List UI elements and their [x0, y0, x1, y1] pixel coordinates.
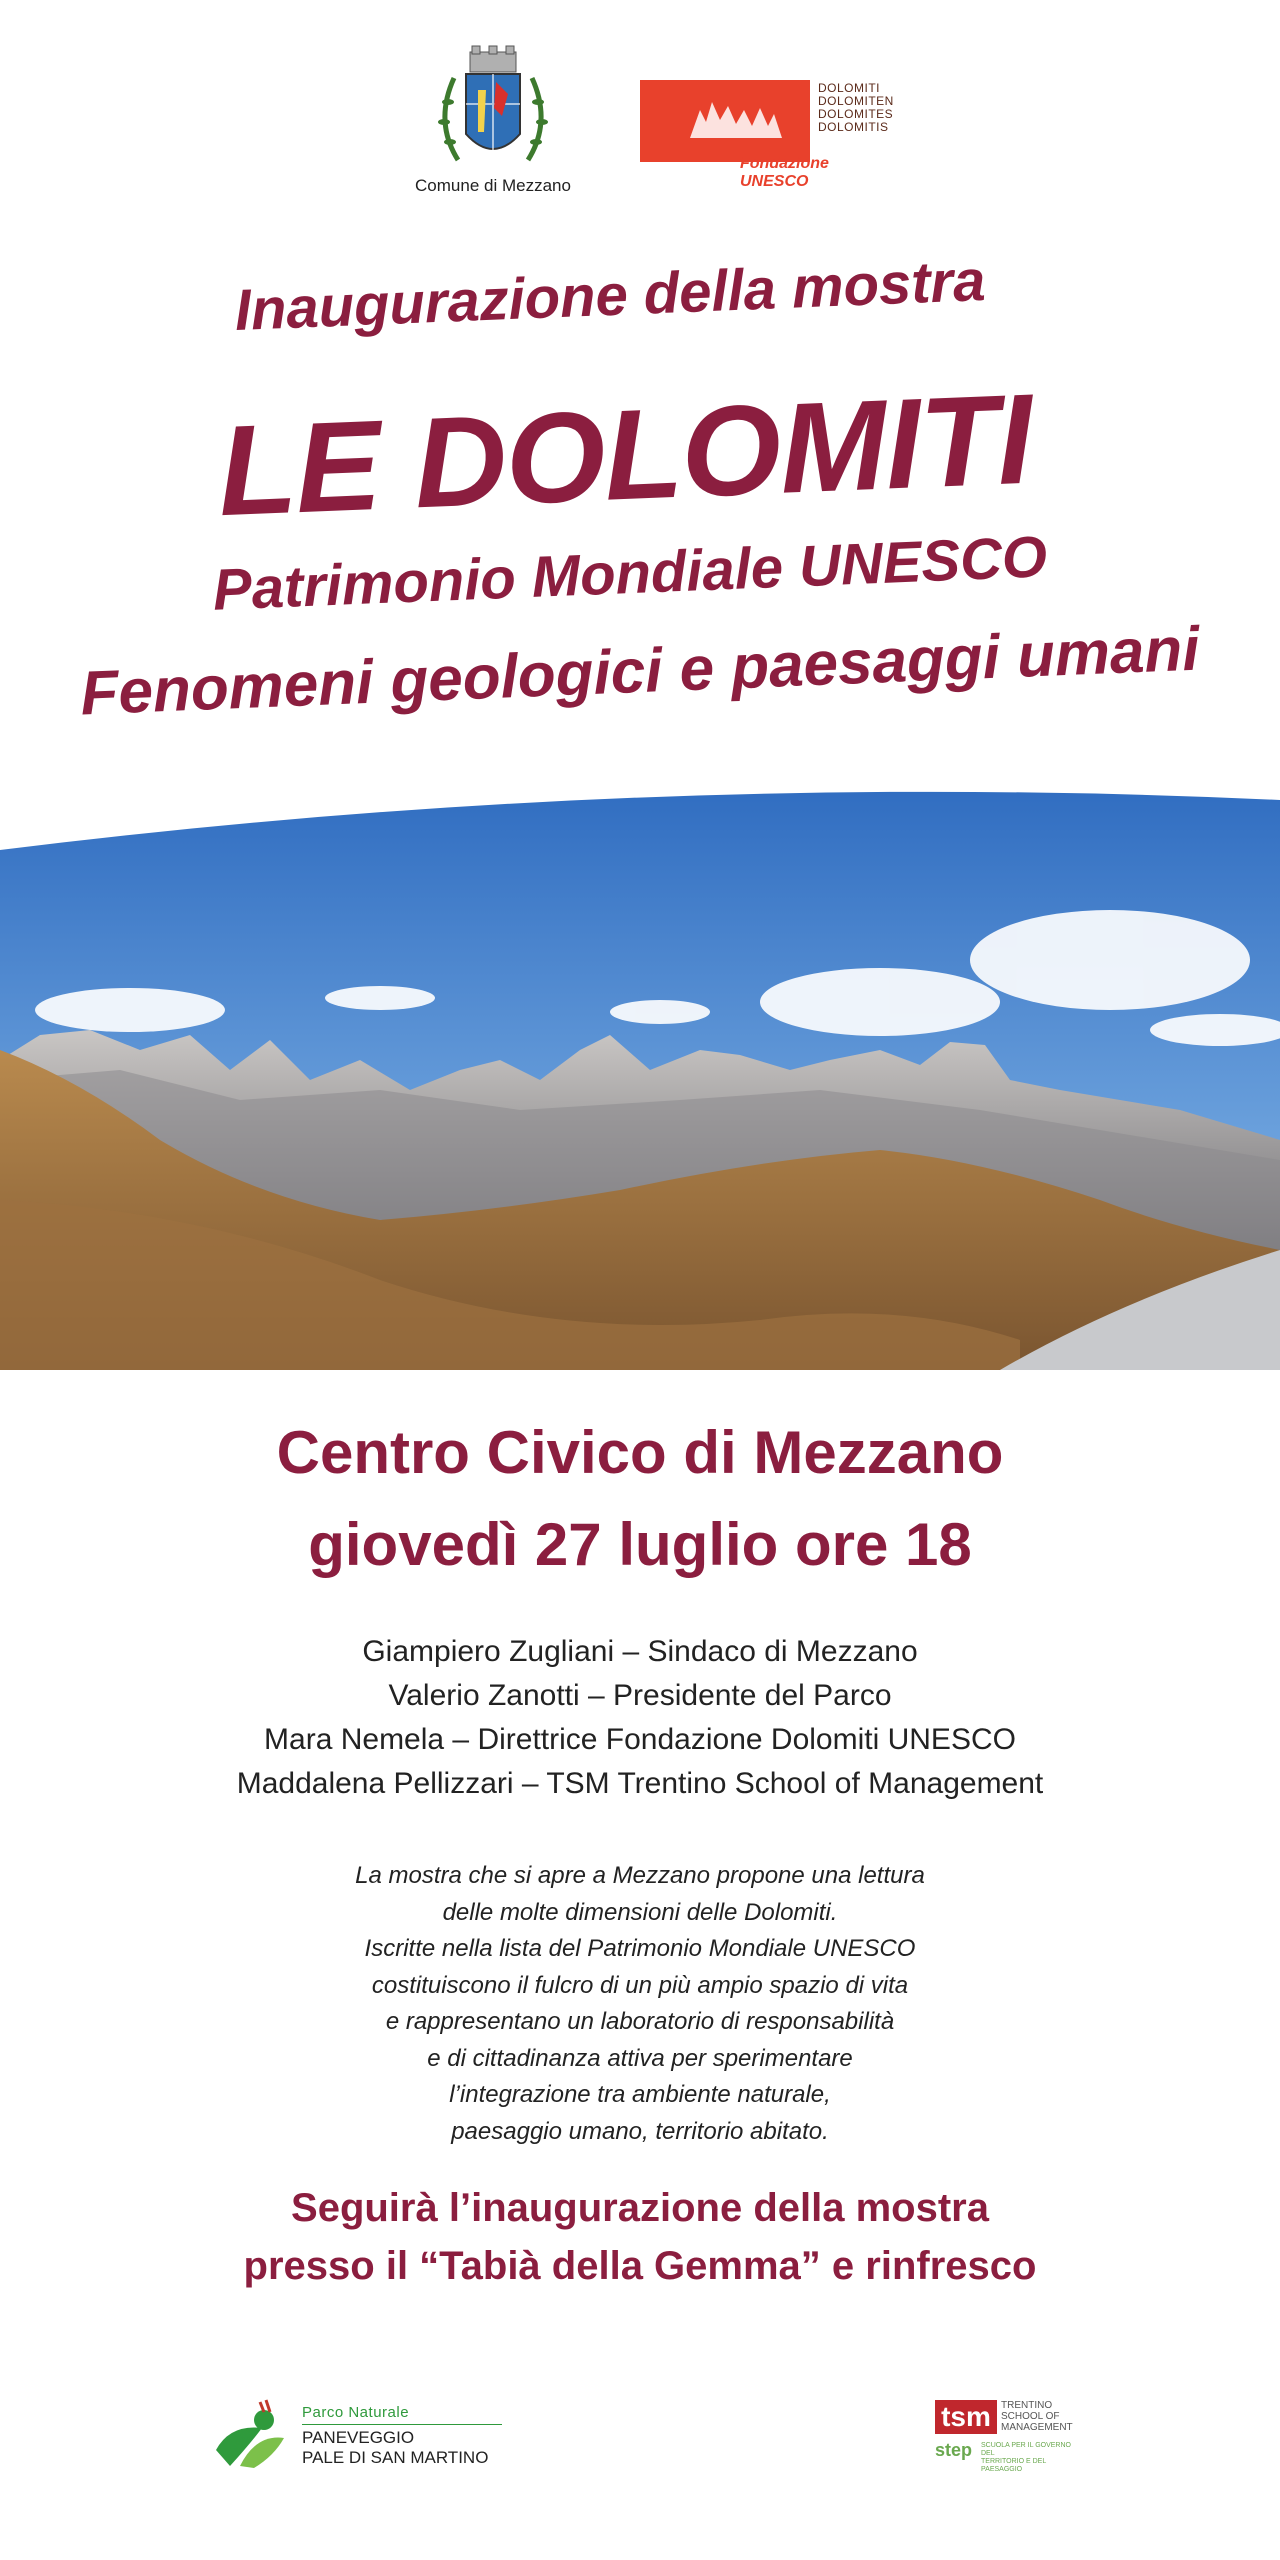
title-main: LE DOLOMITI	[215, 367, 1035, 544]
tsm-word: TRENTINO	[1001, 2400, 1053, 2411]
tsm-word: SCHOOL OF	[1001, 2411, 1060, 2422]
step-mark: step	[935, 2440, 973, 2460]
description-line: costituiscono il fulcro di un più ampio spazio di vita	[371, 1971, 909, 1999]
parco-divider	[302, 2424, 502, 2425]
mountain-silhouette-icon	[640, 80, 810, 162]
description-line: l’integrazione tra ambiente naturale,	[449, 2081, 831, 2108]
speaker-item: Mara Nemela – Direttrice Fondazione Dolomiti UNESCO	[264, 1723, 1016, 1756]
description-line: paesaggio umano, territorio abitato.	[451, 2117, 829, 2145]
step-word: SCUOLA PER IL GOVERNO DEL	[981, 2442, 1071, 2457]
unesco-word: DOLOMITI	[818, 81, 881, 95]
step-word: TERRITORIO E DEL PAESAGGIO	[981, 2458, 1046, 2473]
tsm-words	[1001, 2400, 1073, 2433]
description-line: delle molte dimensioni delle Dolomiti.	[442, 1898, 838, 1926]
speakers-list	[0, 1630, 1280, 1806]
step-words	[981, 2442, 1085, 2474]
unesco-languages	[818, 82, 894, 134]
speaker-item: Giampiero Zugliani – Sindaco di Mezzano	[362, 1635, 918, 1668]
follow-up-line: presso il “Tabià della Gemma” e rinfresco	[243, 2244, 1037, 2288]
parco-label: Parco Naturale	[302, 2404, 410, 2421]
description-line: La mostra che si apre a Mezzano propone una lettura	[355, 1862, 925, 1889]
tsm-logo	[935, 2400, 1085, 2473]
parco-naturale-logo	[210, 2394, 510, 2474]
unesco-word: DOLOMITEN	[818, 94, 894, 108]
municipality-crest-logo	[428, 42, 558, 182]
parco-subname: PALE DI SAN MARTINO	[302, 2448, 489, 2467]
dolomites-landscape-photo	[0, 780, 1280, 1370]
unesco-foundation-label: Fondazione UNESCO	[740, 155, 829, 190]
event-datetime: giovedì 27 luglio ore 18	[308, 1511, 972, 1578]
unesco-word: DOLOMITIS	[818, 120, 889, 134]
title-subtitle: Patrimonio Mondiale UNESCO	[211, 524, 1049, 623]
tsm-mark: tsm	[935, 2400, 997, 2434]
description-line: e di cittadinanza attiva per sperimentare	[427, 2044, 853, 2072]
title-theme: Fenomeni geologici e paesaggi umani	[79, 614, 1201, 729]
parco-deer-icon	[210, 2394, 290, 2474]
unesco-word: DOLOMITES	[818, 107, 894, 121]
fondazione-unesco-logo	[640, 80, 894, 190]
speaker-item: Valerio Zanotti – Presidente del Parco	[388, 1679, 892, 1712]
description-line: e rappresentano un laboratorio di responsabilità	[385, 2008, 895, 2035]
unesco-red-block	[640, 80, 810, 162]
tsm-word: MANAGEMENT	[1001, 2422, 1073, 2433]
parco-name: PANEVEGGIO	[302, 2428, 415, 2447]
follow-up-line: Seguirà l’inaugurazione della mostra	[291, 2186, 989, 2230]
municipality-caption: Comune di Mezzano	[415, 176, 571, 195]
title-intro: Inaugurazione della mostra	[233, 247, 987, 344]
event-venue: Centro Civico di Mezzano	[276, 1419, 1004, 1486]
exhibition-description	[0, 1858, 1280, 2150]
speaker-item: Maddalena Pellizzari – TSM Trentino School of Management	[236, 1767, 1044, 1800]
description-line: Iscritte nella lista del Patrimonio Mondiale UNESCO	[364, 1935, 916, 1962]
